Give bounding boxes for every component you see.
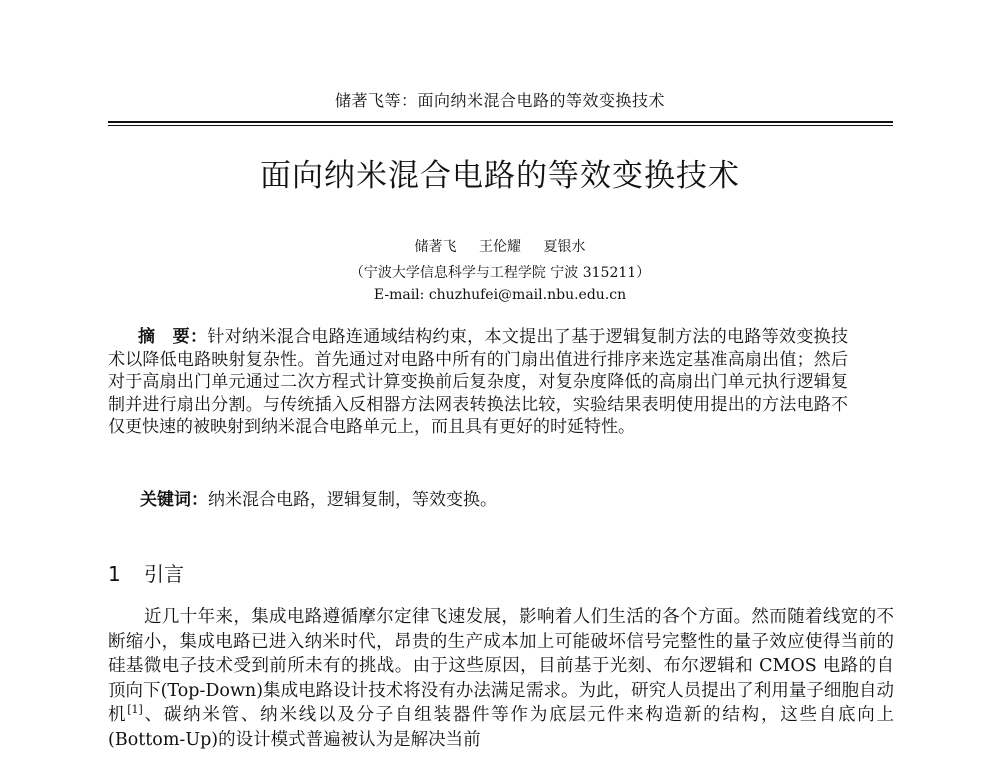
affiliation: （宁波大学信息科学与工程学院 宁波 315211）: [349, 265, 651, 281]
keywords: [140, 485, 840, 510]
body-text-part2: 、碳纳米管、纳米线以及分子自组装器件等作为底层元件来构造新的结构，这些自底向上(Bottom-Up)的设计模式普遍被认为是解决当前: [108, 705, 895, 750]
keywords-label: 关键词：: [140, 490, 208, 510]
running-header: 储著飞等：面向纳米混合电路的等效变换技术: [334, 91, 665, 110]
section-number: 1: [108, 562, 121, 586]
author-list: 储著飞 王伦耀 夏银水: [414, 239, 586, 255]
section-title: 引言: [144, 562, 184, 586]
abstract-text: 针对纳米混合电路连通域结构约束，本文提出了基于逻辑复制方法的电路等效变换技术以降低电路映射复杂性。首先通过对电路中所有的门扇出值进行排序来选定基准高扇出值；然后对于高扇出门单元通过二次方程式计算变换前后复杂度，对复杂度降低的高扇出门单元执行逻辑复制并进行扇出分割。与传统插入反相器方法网表转换法比较，实验结果表明使用提出的方法电路不仅更快速的被映射到纳米混合电路单元上，而且具有更好的时延特性。: [108, 327, 849, 437]
author-email: E-mail: chuzhufei@mail.nbu.edu.cn: [373, 287, 627, 303]
citation-ref: [1]: [127, 703, 143, 717]
abstract: [108, 326, 848, 439]
header-rule: [108, 121, 893, 126]
keywords-text: 纳米混合电路，逻辑复制，等效变换。: [208, 490, 497, 510]
section-heading: [108, 558, 184, 587]
abstract-label: 摘 要：: [138, 327, 208, 347]
body-paragraph: [108, 605, 894, 752]
paper-title: 面向纳米混合电路的等效变换技术: [260, 158, 740, 194]
body-text-part1: 近几十年来，集成电路遵循摩尔定律飞速发展，影响着人们生活的各个方面。然而随着线宽的不断缩小，集成电路已进入纳米时代，昂贵的生产成本加上可能破坏信号完整性的量子效应使得当前的硅基微电子技术受到前所未有的挑战。由于这些原因，目前基于光刻、布尔逻辑和 CMOS 电路的自顶向下(Top-Down)集成电路设计技术将没有办法满足需求。为此，研究人员提出了利用量子细胞自动机: [108, 607, 894, 725]
